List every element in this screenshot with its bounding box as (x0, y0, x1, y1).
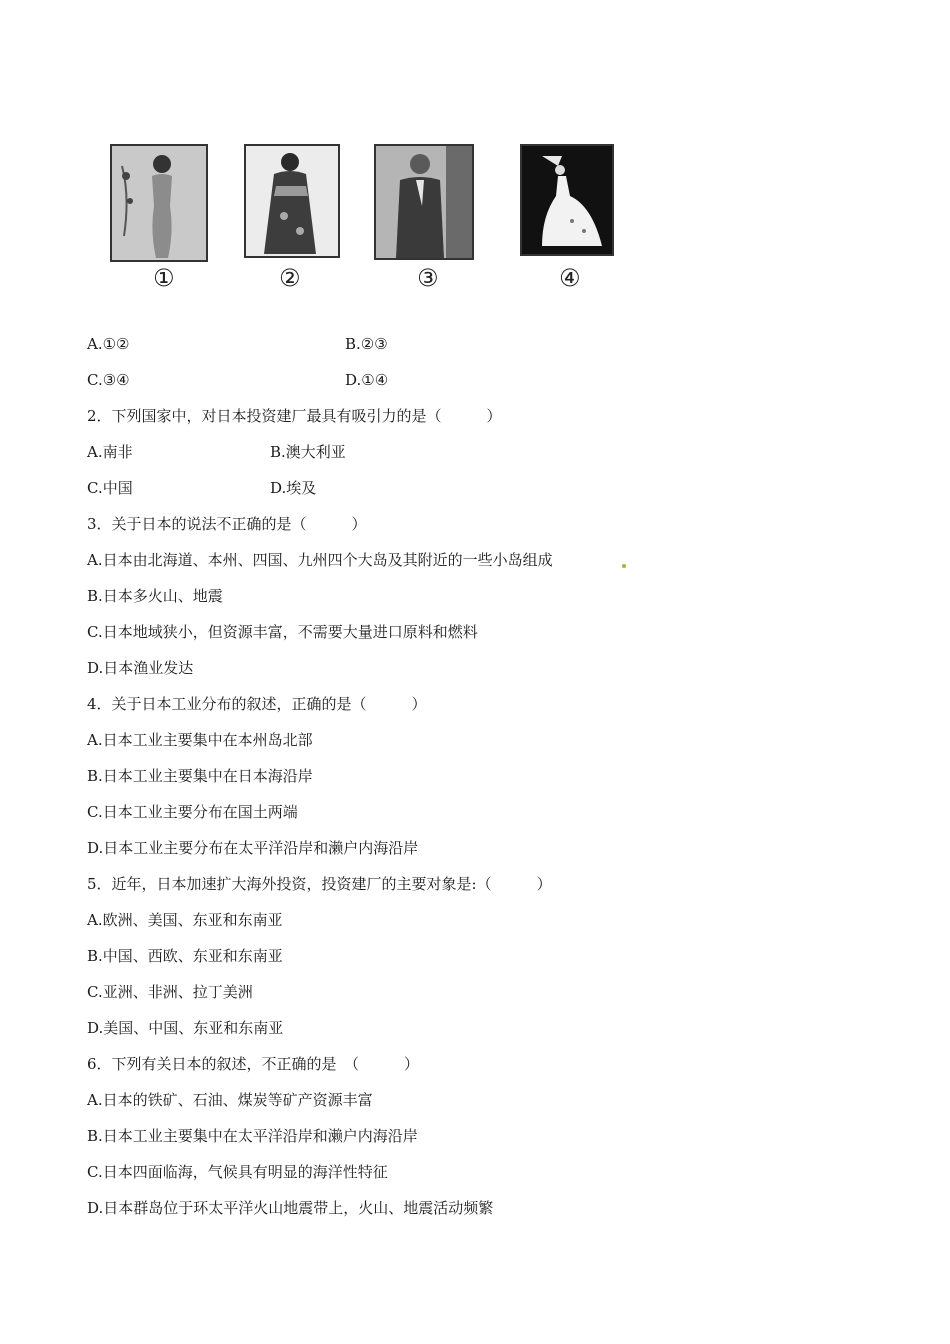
photo-label-4: ④ (559, 264, 581, 292)
photo-woman-dancing (520, 144, 614, 256)
q5-stem: 5．近年，日本加速扩大海外投资，投资建厂的主要对象是:（ ） (87, 875, 552, 893)
q3-option-c: C.日本地域狭小，但资源丰富，不需要大量进口原料和燃料 (87, 623, 478, 641)
q2-option-a: A.南非 (87, 443, 133, 461)
q5-option-c: C.亚洲、非洲、拉丁美洲 (87, 983, 253, 1001)
q6-stem: 6．下列有关日本的叙述，不正确的是 （ ） (87, 1055, 420, 1073)
q6-option-b: B.日本工业主要集中在太平洋沿岸和濑户内海沿岸 (87, 1127, 418, 1145)
q5-option-a: A.欧洲、美国、东亚和东南亚 (87, 911, 283, 929)
q4-option-d: D.日本工业主要分布在太平洋沿岸和濑户内海沿岸 (87, 839, 419, 857)
photo-man-suit (374, 144, 474, 260)
q1-option-d: D.①④ (345, 371, 389, 389)
stray-mark (622, 564, 626, 568)
q2-option-d: D.埃及 (270, 479, 317, 497)
q2-stem: 2．下列国家中，对日本投资建厂最具有吸引力的是（ ） (87, 407, 502, 425)
q1-option-a: A.①② (87, 335, 130, 353)
q5-option-d: D.美国、中国、东亚和东南亚 (87, 1019, 284, 1037)
clothing-photo-figure (108, 144, 628, 294)
q1-option-b: B.②③ (345, 335, 388, 353)
q4-stem: 4．关于日本工业分布的叙述，正确的是（ ） (87, 695, 427, 713)
q3-option-b: B.日本多火山、地震 (87, 587, 223, 605)
q3-option-a: A.日本由北海道、本州、四国、九州四个大岛及其附近的一些小岛组成 (87, 551, 553, 569)
photo-label-3: ③ (417, 264, 439, 292)
photo-label-2: ② (279, 264, 301, 292)
q3-stem: 3．关于日本的说法不正确的是（ ） (87, 515, 367, 533)
q6-option-a: A.日本的铁矿、石油、煤炭等矿产资源丰富 (87, 1091, 373, 1109)
q6-option-d: D.日本群岛位于环太平洋火山地震带上，火山、地震活动频繁 (87, 1199, 494, 1217)
q3-option-d: D.日本渔业发达 (87, 659, 194, 677)
q5-option-b: B.中国、西欧、东亚和东南亚 (87, 947, 283, 965)
q4-option-b: B.日本工业主要集中在日本海沿岸 (87, 767, 313, 785)
q2-option-c: C.中国 (87, 479, 133, 497)
q2-option-b: B.澳大利亚 (270, 443, 346, 461)
q4-option-a: A.日本工业主要集中在本州岛北部 (87, 731, 313, 749)
photo-label-1: ① (153, 264, 175, 292)
q4-option-c: C.日本工业主要分布在国土两端 (87, 803, 298, 821)
q1-option-c: C.③④ (87, 371, 130, 389)
photo-woman-qipao (110, 144, 208, 262)
q6-option-c: C.日本四面临海，气候具有明显的海洋性特征 (87, 1163, 388, 1181)
photo-woman-kimono (244, 144, 340, 258)
